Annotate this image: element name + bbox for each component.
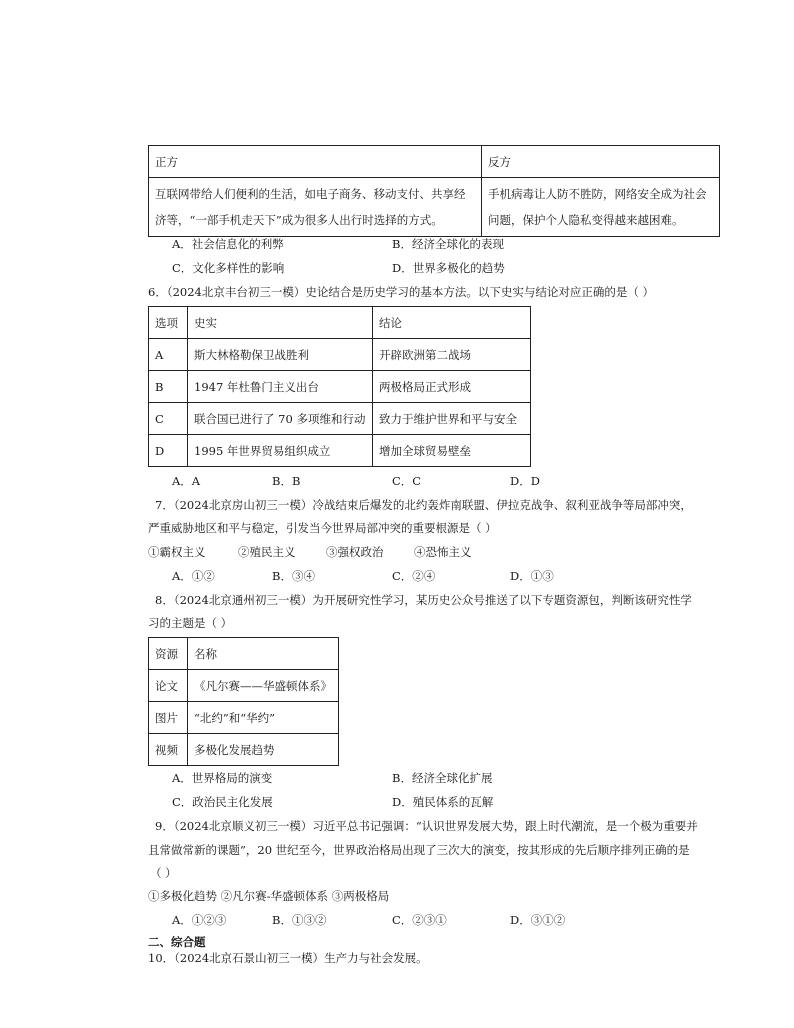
table-cell: “北约”和“华约” bbox=[188, 702, 339, 734]
table-header-row bbox=[149, 638, 339, 670]
table-cell: 1947 年杜鲁门主义出台 bbox=[188, 371, 373, 403]
table-cell: 论文 bbox=[149, 670, 188, 702]
option-c: C．②④ bbox=[392, 569, 436, 583]
table-cell: B bbox=[149, 371, 188, 403]
question-stem: 6．（2024北京丰台初三一模）史论结合是历史学习的基本方法。以下史实与结论对应正确的是（ ） bbox=[148, 285, 654, 299]
table-header-cell: 反方 bbox=[482, 146, 720, 178]
question-stem-cont: 且常做常新的课题”，20 世纪至今，世界政治格局出现了三次大的演变，按其形成的先后顺序排列正确的是 bbox=[148, 843, 690, 857]
choice-1: ①霸权主义 bbox=[148, 545, 206, 559]
table-cell: 视频 bbox=[149, 734, 188, 766]
option-a: A．世界格局的演变 bbox=[172, 771, 273, 785]
table-cell: 图片 bbox=[149, 702, 188, 734]
question-stem: 8．（2024北京通州初三一模）为开展研究性学习，某历史公众号推送了以下专题资源包，判断该研究性学 bbox=[155, 593, 692, 607]
option-d: D．D bbox=[510, 474, 540, 488]
choice-4: ④恐怖主义 bbox=[414, 545, 472, 559]
section-title: 二、综合题 bbox=[148, 935, 206, 949]
option-d: D．殖民体系的瓦解 bbox=[392, 795, 494, 809]
table-cell: 开辟欧洲第二战场 bbox=[373, 339, 531, 371]
option-d: D．①③ bbox=[510, 569, 554, 583]
question-stem: 9．（2024北京顺义初三一模）习近平总书记强调：“认识世界发展大势，跟上时代潮流，是一个极为重要并 bbox=[155, 819, 698, 833]
table-header-row bbox=[149, 307, 531, 339]
choice-3: ③强权政治 bbox=[326, 545, 384, 559]
option-c: C．②③① bbox=[392, 913, 447, 927]
option-a: A．①② bbox=[172, 569, 215, 583]
option-b: B．B bbox=[272, 474, 301, 488]
table-header-cell: 名称 bbox=[188, 638, 339, 670]
choices-line: ①多极化趋势 ②凡尔赛-华盛顿体系 ③两极格局 bbox=[148, 889, 390, 903]
option-d: D．③①② bbox=[510, 913, 566, 927]
table-cell: D bbox=[149, 435, 188, 467]
table-row bbox=[149, 702, 339, 734]
table-cell: 1995 年世界贸易组织成立 bbox=[188, 435, 373, 467]
pro-con-table bbox=[148, 145, 720, 237]
resource-table bbox=[148, 637, 339, 766]
table-header-cell: 史实 bbox=[188, 307, 373, 339]
question-stem-cont: 严重威胁地区和平与稳定，引发当今世界局部冲突的重要根源是（ ） bbox=[148, 521, 497, 535]
table-cell: 两极格局正式形成 bbox=[373, 371, 531, 403]
table-row bbox=[149, 403, 531, 435]
table-header-cell: 资源 bbox=[149, 638, 188, 670]
table-header-cell: 正方 bbox=[149, 146, 482, 178]
history-conclusion-table bbox=[148, 306, 531, 467]
table-row bbox=[149, 178, 720, 237]
question-stem-cont: 习的主题是（ ） bbox=[148, 616, 233, 630]
option-b: B．经济全球化扩展 bbox=[392, 771, 493, 785]
option-b: B．③④ bbox=[272, 569, 315, 583]
table-cell: 联合国已进行了 70 多项维和行动 bbox=[188, 403, 373, 435]
choice-2: ②殖民主义 bbox=[238, 545, 296, 559]
con-cell: 手机病毒让人防不胜防，网络安全成为社会问题，保护个人隐私变得越来越困难。 bbox=[482, 178, 720, 237]
table-header-cell: 选项 bbox=[149, 307, 188, 339]
table-cell: C bbox=[149, 403, 188, 435]
table-row bbox=[149, 371, 531, 403]
question-stem-cont: （ ） bbox=[150, 866, 177, 880]
table-row bbox=[149, 734, 339, 766]
table-cell: 增加全球贸易壁垒 bbox=[373, 435, 531, 467]
option-c: C．文化多样性的影响 bbox=[172, 261, 285, 275]
table-row bbox=[149, 339, 531, 371]
option-b: B．①③② bbox=[272, 913, 327, 927]
table-cell: 斯大林格勒保卫战胜利 bbox=[188, 339, 373, 371]
table-header-row bbox=[149, 146, 720, 178]
option-a: A．A bbox=[172, 474, 201, 488]
question-stem: 10．（2024北京石景山初三一模）生产力与社会发展。 bbox=[148, 951, 428, 965]
table-cell: 致力于维护世界和平与安全 bbox=[373, 403, 531, 435]
option-a: A．社会信息化的利弊 bbox=[172, 237, 284, 251]
table-cell: 《凡尔赛——华盛顿体系》 bbox=[188, 670, 339, 702]
question-stem: 7．（2024北京房山初三一模）冷战结束后爆发的北约轰炸南联盟、伊拉克战争、叙利亚战争等局部冲突， bbox=[155, 498, 692, 512]
table-cell: 多极化发展趋势 bbox=[188, 734, 339, 766]
table-cell: A bbox=[149, 339, 188, 371]
table-header-cell: 结论 bbox=[373, 307, 531, 339]
option-b: B．经济全球化的表现 bbox=[392, 237, 504, 251]
pro-cell: 互联网带给人们便利的生活，如电子商务、移动支付、共享经济等，“一部手机走天下”成为很多人出行时选择的方式。 bbox=[149, 178, 482, 237]
option-c: C．政治民主化发展 bbox=[172, 795, 273, 809]
option-d: D．世界多极化的趋势 bbox=[392, 261, 505, 275]
table-row bbox=[149, 435, 531, 467]
table-row bbox=[149, 670, 339, 702]
option-c: C．C bbox=[392, 474, 422, 488]
option-a: A．①②③ bbox=[172, 913, 227, 927]
